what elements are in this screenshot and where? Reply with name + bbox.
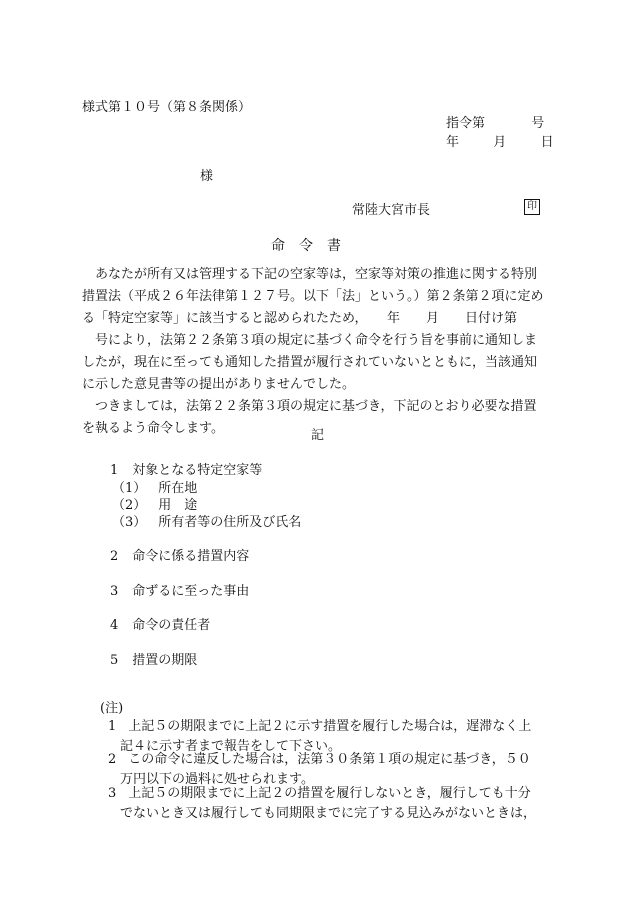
item-5 [110,649,197,668]
body-paragraph [82,264,558,440]
date-line [446,131,554,150]
date-month-label: 月 [493,135,507,150]
date-year-label: 年 [446,135,460,150]
sub-item-3 [112,511,301,530]
item-2 [110,545,249,564]
item-number: 4 [110,618,119,633]
body-line: あなたが所有又は管理する下記の空家等は，空家等対策の推進に関する特別 [95,267,538,282]
document-title: 命 令 書 [271,238,341,254]
sub-item-number: （2） [112,498,147,513]
order-number-label: 指令第 [446,116,486,131]
sub-item-number: （3） [112,515,147,530]
body-line: つきましては，法第２２条第３項の規定に基づき，下記のとおり必要な措置 [95,399,537,414]
item-label: 命ずるに至った事由 [132,584,250,599]
body-line: る「特定空家等」に該当すると認められたため， 年 月 日付け第 [82,311,517,326]
ki-heading: 記 [311,428,325,443]
item-label: 対象となる特定空家等 [132,463,263,478]
note-text: 万円以下の過料に処せられます。 [120,772,314,787]
date-day-label: 日 [540,135,554,150]
item-number: 2 [110,549,119,564]
body-line: したが，現在に至っても通知した措置が履行されていないとともに，当該通知 [82,355,538,370]
item-3 [110,580,249,599]
body-line: 措置法（平成２６年法律第１２７号。以下「法」という。）第２条第２項に定め [82,289,544,304]
note-number: 2 [108,752,117,767]
note-text: 上記５の期限までに上記２の措置を履行しないとき，履行しても十分 [128,786,531,801]
body-line: 号により，法第２２条第３項の規定に基づく命令を行う旨を事前に通知しま [95,333,538,348]
issuer-name: 常陸大宮市長 [352,203,431,218]
item-number: 3 [110,584,119,599]
body-line: を執るよう命令します。 [82,421,224,436]
addressee-suffix: 様 [200,169,214,184]
note-number: 3 [108,786,117,801]
note-text: この命令に違反した場合は，法第３０条第１項の規定に基づき，５０ [128,752,531,767]
note-number: 1 [108,719,117,734]
body-line: に示した意見書等の提出がありませんでした。 [82,377,356,392]
item-label: 命令の責任者 [132,618,211,633]
note-text: でないとき又は履行しても同期限までに完了する見込みがないときは， [120,806,537,821]
item-number: 5 [110,653,119,668]
note-text: 記４に示す者まで報告をして下さい。 [120,739,342,754]
order-number-unit: 号 [531,116,545,131]
seal-mark: 印 [524,199,540,215]
item-number: 1 [110,463,119,478]
note-text: 上記５の期限までに上記２に示す措置を履行した場合は，遅滞なく上 [128,719,532,734]
item-4 [110,614,210,633]
order-number-line [446,112,544,131]
sub-item-label: 所有者等の住所及び氏名 [158,515,302,530]
form-title: 様式第１０号（第８条関係） [82,100,252,115]
item-label: 措置の期限 [132,653,198,668]
sub-item-number: （1） [112,481,147,496]
sub-item-label: 所在地 [158,481,198,496]
sub-item-label: 用 途 [158,498,198,513]
note-3 [108,784,558,824]
item-label: 命令に係る措置内容 [132,549,250,564]
notes-heading: (注) [100,701,124,716]
item-1 [110,459,262,478]
